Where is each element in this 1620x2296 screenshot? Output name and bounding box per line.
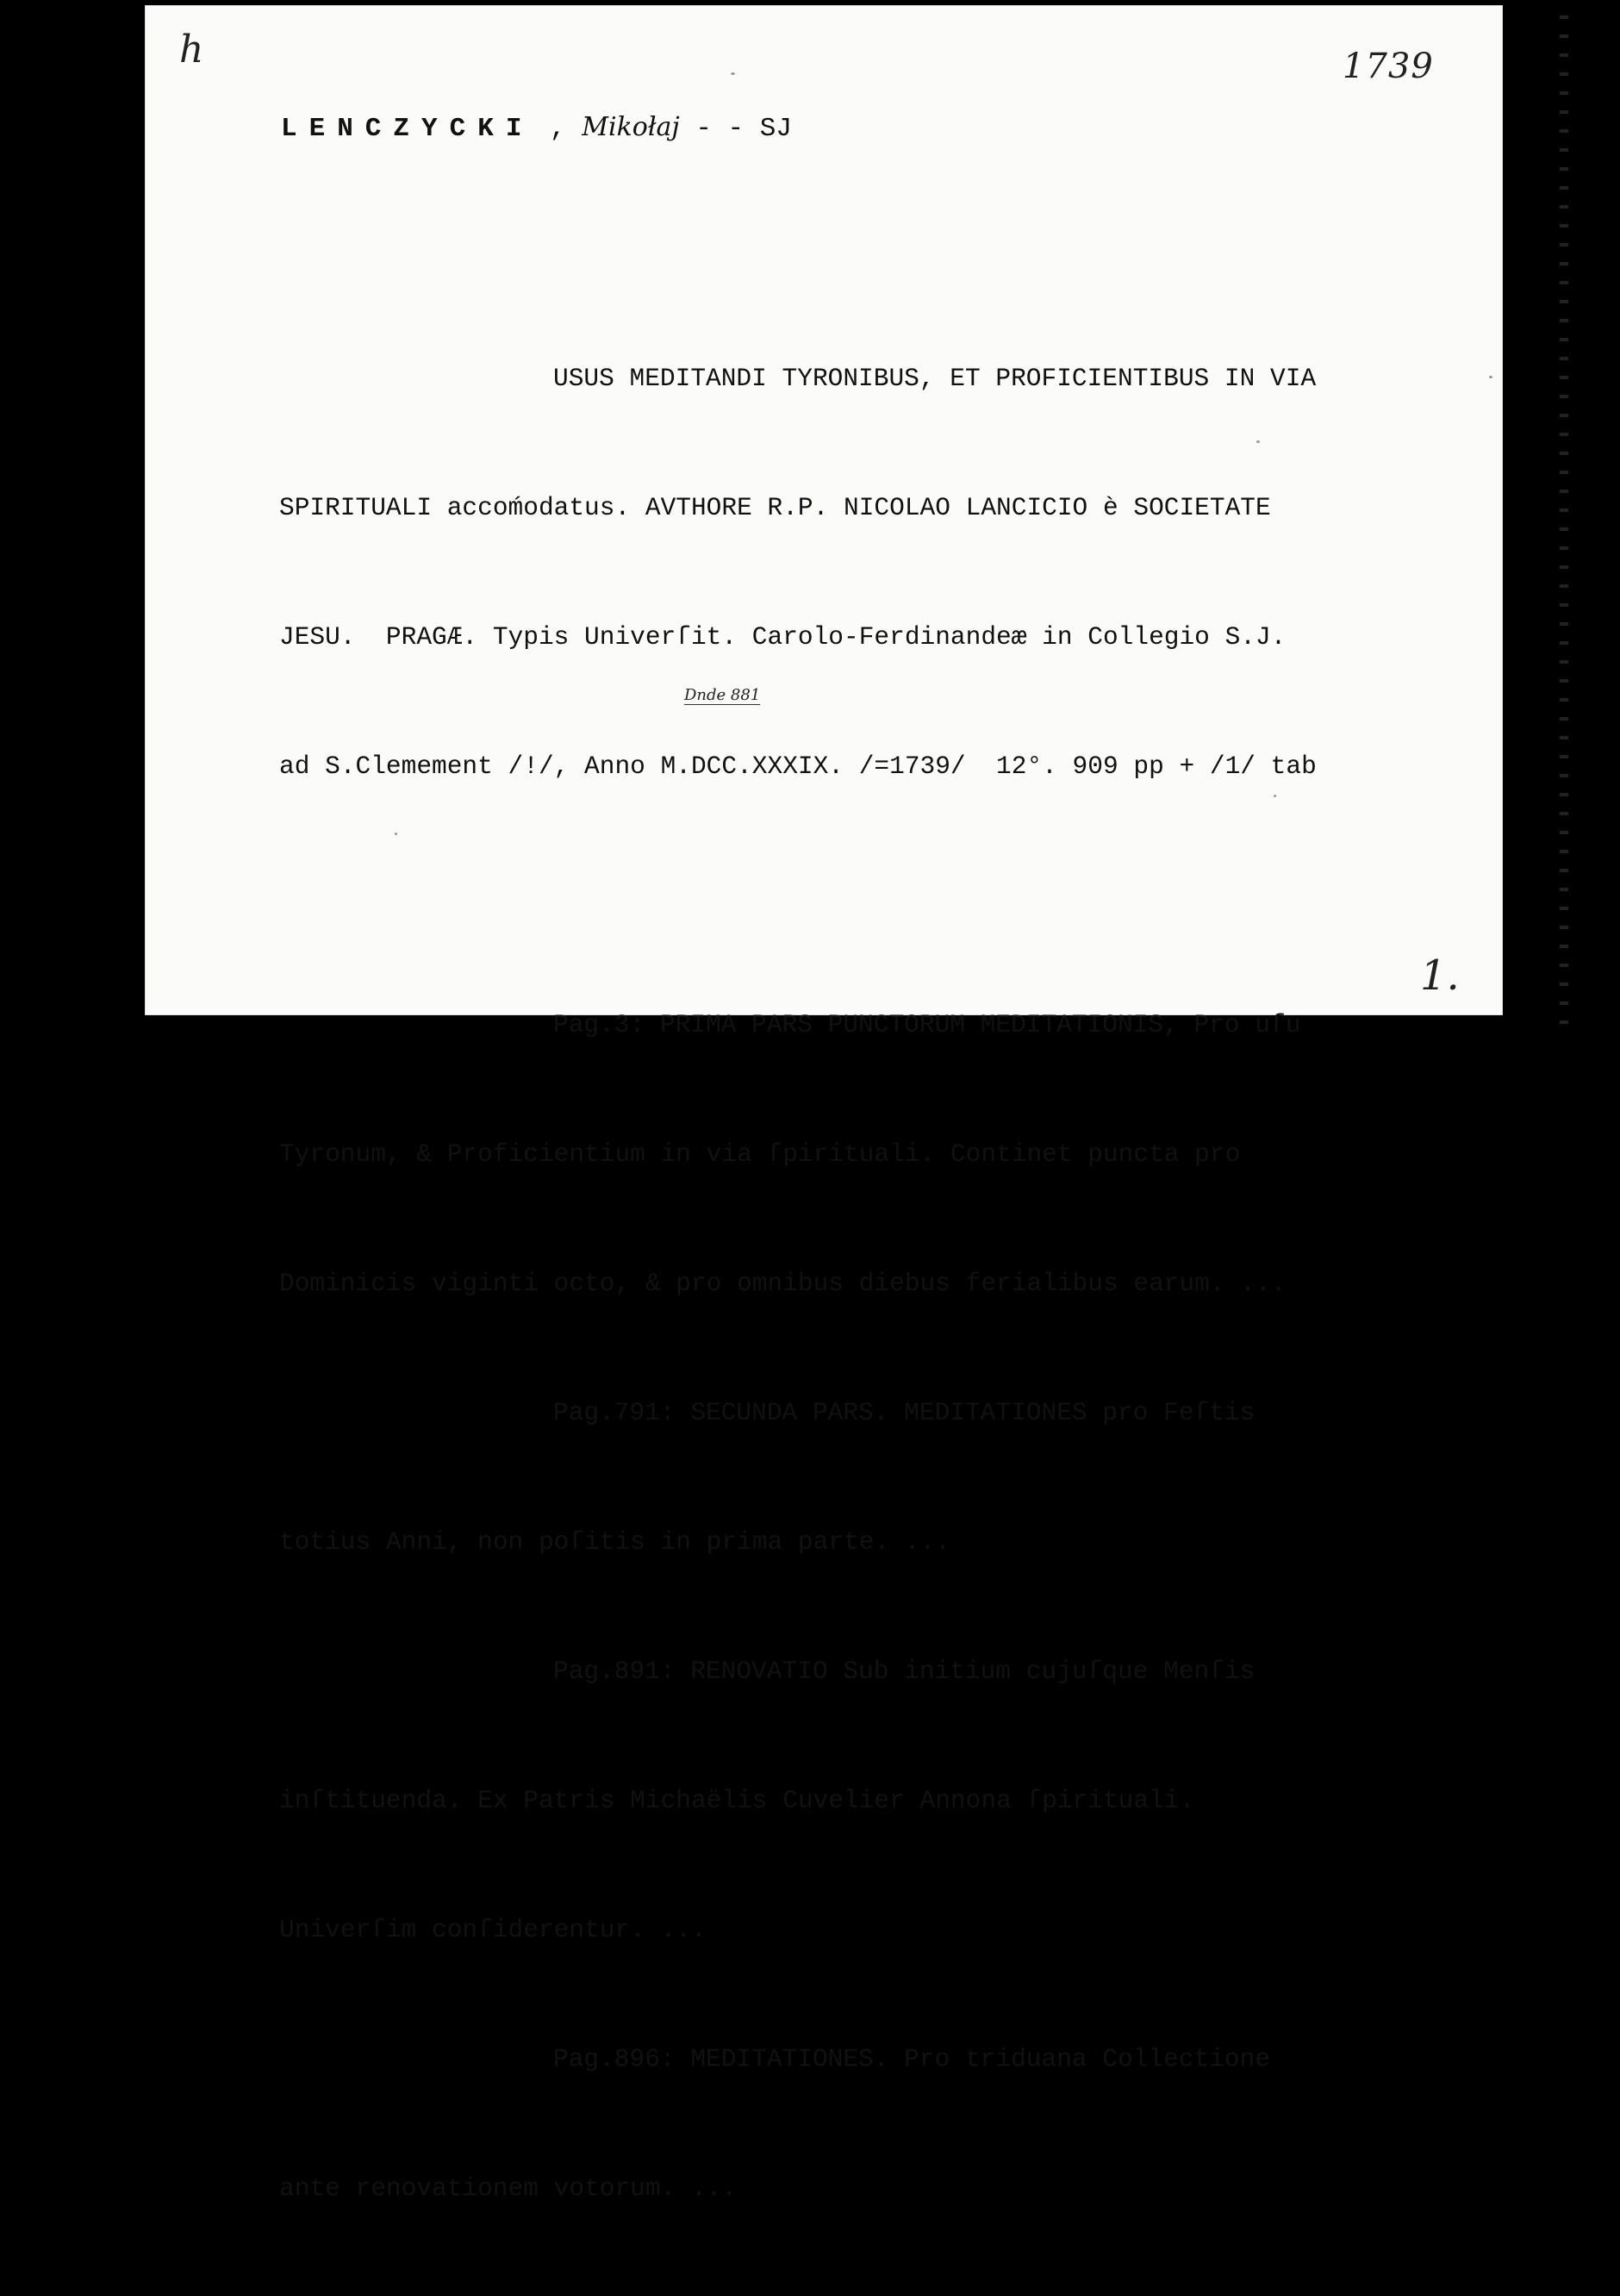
- handwritten-marginal-note: Dnde 881: [684, 686, 761, 704]
- scan-border-right: [1560, 0, 1568, 1027]
- bibliographic-description: [279, 271, 1494, 2296]
- spacer: [279, 874, 1494, 917]
- contents-line: Pag.891: RENOVATIO Sub initium cujuſque Menſis: [553, 1656, 1256, 1686]
- contents-line: Pag.896: MEDITATIONES. Pro triduana Collectione: [553, 2044, 1271, 2074]
- scan-speck: [1489, 376, 1492, 378]
- author-suffix: - - SJ: [695, 114, 792, 144]
- contents-line: Pag.3: PRIMA PARS PUNCTORUM MEDITATIONIS, Pro uſu: [553, 1010, 1301, 1039]
- contents-line: Dominicis viginti octo, & pro omnibus diebus ferialibus earum. ...: [279, 1269, 1287, 1298]
- contents-line: inſtituenda. Ex Patris Michaëlis Cuvelier Annona ſpirituali.: [279, 1786, 1195, 1815]
- handwritten-corner-mark: h: [179, 28, 204, 72]
- imprint-line: ad S.Clemement /!/, Anno M.DCC.XXXIX. /=1739/ 12°. 909 pp + /1/ tab: [279, 752, 1317, 781]
- title-line: USUS MEDITANDI TYRONIBUS, ET PROFICIENTIBUS IN VIA: [553, 364, 1317, 393]
- handwritten-card-number: 1.: [1420, 951, 1460, 1000]
- scan-speck: [1256, 440, 1260, 443]
- title-line: JESU. PRAGÆ. Typis Univerſit. Carolo-Ferdinandeæ in Collegio S.J.: [279, 622, 1287, 652]
- author-given-name: Mikołaj: [582, 112, 680, 142]
- contents-line: totius Anni, non poſitis in prima parte. ...: [279, 1527, 950, 1557]
- author-surname: LENCZYCKI: [281, 114, 534, 144]
- catalog-card: [145, 5, 1503, 2203]
- author-heading: [281, 112, 792, 144]
- contents-line: Tyronum, & Proficientium in via ſpirituali. Continet puncta pro: [279, 1139, 1241, 1169]
- handwritten-catalog-number: 1739: [1343, 47, 1434, 86]
- scan-speck: [1274, 795, 1276, 797]
- contents-line: Pag.791: SECUNDA PARS. MEDITATIONES pro Feſtis: [553, 1398, 1256, 1427]
- scan-border-left: [0, 0, 145, 1027]
- title-line: SPIRITUALI accoḿodatus. AVTHORE R.P. NICOLAO LANCICIO è SOCIETATE: [279, 493, 1271, 522]
- contents-line: Univerſim conſiderentur. ...: [279, 1915, 707, 1944]
- contents-line: ante renovationem votorum. ...: [279, 2174, 738, 2203]
- heading-separator: ,: [550, 114, 566, 144]
- scan-speck: [395, 833, 397, 835]
- scan-speck: [731, 72, 735, 75]
